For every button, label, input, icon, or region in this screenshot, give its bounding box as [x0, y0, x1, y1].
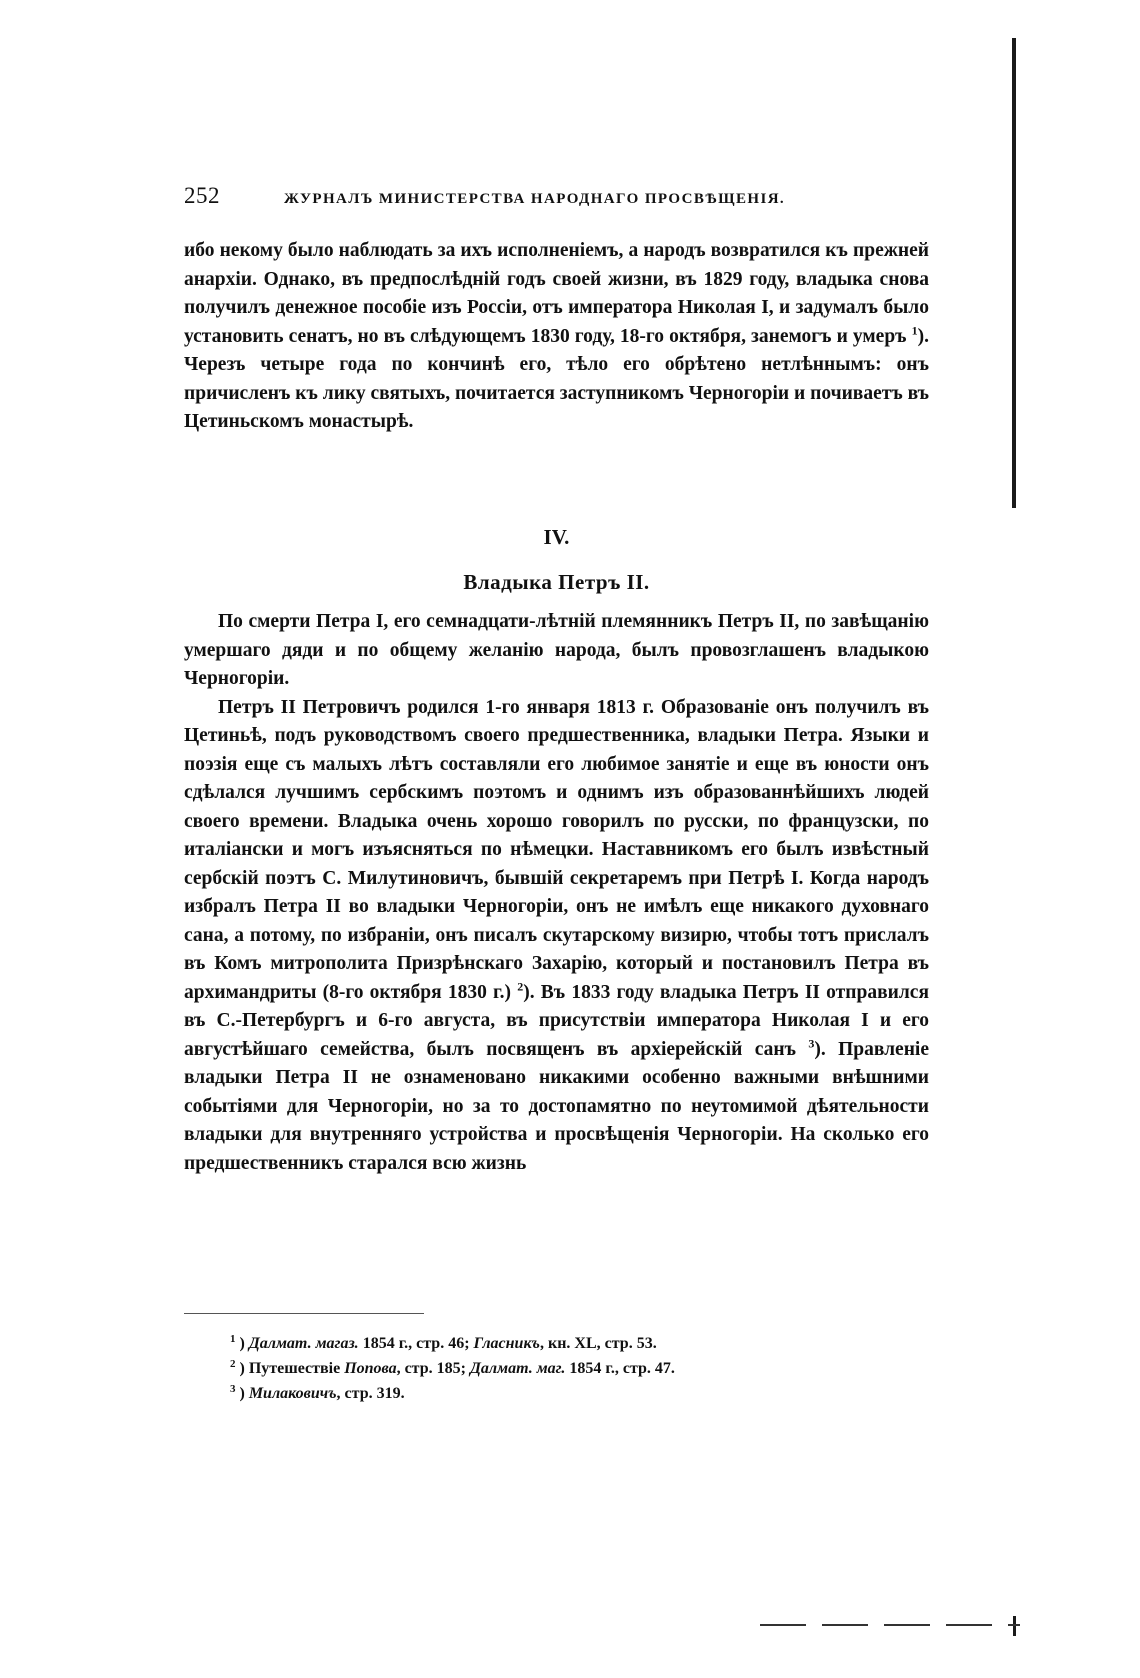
paragraph-2-part-2: ). Въ 1833 году владыка Петръ II отправился въ С.-Петербургъ и 6-го августа, въ присутствіи императора Николая I и его августѣйшаго семейства, былъ посвященъ въ архіерейскій санъ	[184, 981, 929, 1060]
paragraph-2-part-1: Петръ II Петровичъ родился 1-го января 1813 г. Образованіе онъ получилъ въ Цетиньѣ, подъ руководствомъ своего предшественника, владыки Петра. Языки и поэзія еще съ малыхъ лѣтъ составляли его любимое занятіе и еще въ юности онъ сдѣлался лучшимъ сербскимъ поэтомъ и однимъ изъ образованнѣйшихъ людей своего времени. Владыка очень хорошо говорилъ по русски, по французски, по италіански и могъ изъясняться по нѣмецки. Наставникомъ его былъ извѣстный сербскій поэтъ С. Милутиновичъ, бывшій секретаремъ при Петрѣ I. Когда народъ избралъ Петра II во владыки Черногоріи, онъ не имѣлъ еще никакого духовнаго сана, а потому, по избраніи, онъ писалъ скутарскому визирю, чтобы тотъ прислалъ въ Комъ митрополита Призрѣнскаго Захарію, который и постановилъ Петра въ архимандриты (8-го октября 1830 г.)	[184, 696, 929, 1003]
paragraph-2	[184, 694, 929, 1179]
footnote-2-ref-c: 1854 г., стр. 47.	[565, 1360, 675, 1377]
section-body	[184, 608, 929, 1178]
footnote-1-ref-a: 1854 г., стр. 46;	[358, 1335, 474, 1352]
footnote-2: $^2$ ) Путешествіе Попова, стр. 185; Далмат. маг. 1854 г., стр. 47.	[230, 1357, 675, 1377]
footnote-1-source-b: Гласникъ	[473, 1335, 540, 1352]
paragraph-1: По смерти Петра I, его семнадцати-лѣтній племянникъ Петръ II, по завѣщанію умершаго дяди и по общему желанію народа, былъ провозглашенъ владыкою Черногоріи.	[184, 611, 929, 689]
footnote-3-ref-a: , стр. 319.	[336, 1385, 405, 1402]
continuation-text-b: ). Черезъ четыре года по кончинѣ его, тѣло его обрѣтено нетлѣннымъ: онъ причисленъ къ лику святыхъ, почитается заступникомъ Черногоріи и почиваетъ въ Цетиньскомъ монастырѣ.	[184, 325, 929, 432]
footnote-1: $^1$ ) Далмат. магаз. 1854 г., стр. 46; Гласникъ, кн. XL, стр. 53.	[230, 1332, 657, 1352]
footnote-1-source-a: Далмат. магаз.	[248, 1335, 359, 1352]
scan-edge-tick	[1013, 1616, 1016, 1636]
footnote-ref-3: 3	[808, 1036, 815, 1050]
footnote-3-source-a: Милаковичъ	[248, 1385, 337, 1402]
footnote-1-ref-b: , кн. XL, стр. 53.	[539, 1335, 657, 1352]
footnotes	[230, 1331, 930, 1406]
footnote-2-source-c: Далмат. маг.	[469, 1360, 566, 1377]
section-number: IV.	[543, 525, 570, 549]
footnote-2-mark: 2	[230, 1357, 236, 1370]
footnote-ref-1: 1	[911, 323, 918, 337]
page-number: 252	[184, 183, 220, 208]
scan-edge-line	[1012, 38, 1016, 508]
section-title: Владыка Петръ II.	[463, 570, 650, 594]
scan-bottom-dashes	[760, 1624, 1020, 1626]
journal-title: ЖУРНАЛЪ МИНИСТЕРСТВА НАРОДНАГО ПРОСВѢЩЕНІЯ.	[284, 191, 786, 207]
footnote-ref-2: 2	[517, 979, 524, 993]
footnote-2-source-b: Попова	[344, 1360, 397, 1377]
footnote-2-ref-a: Путешествіе	[248, 1360, 345, 1377]
continuation-paragraph	[184, 237, 929, 437]
continuation-text-a: ибо некому было наблюдать за ихъ исполненіемъ, а народъ возвратился къ прежней анархіи. Однако, въ предпослѣдній годъ своей жизни, въ 1829 году, владыка снова получилъ денежное пособіе изъ Россіи, отъ императора Николая I, и задумалъ было установить сенатъ, но въ слѣдующемъ 1830 году, 18-го октября, занемогъ и умеръ	[184, 240, 929, 347]
footnote-3-mark: 3	[230, 1382, 236, 1395]
footnote-rule	[184, 1313, 424, 1314]
footnote-2-ref-b: , стр. 185;	[396, 1360, 470, 1377]
footnote-3: $^3$ ) Милаковичъ, стр. 319.	[230, 1382, 405, 1402]
running-head	[184, 183, 944, 213]
footnote-1-mark: 1	[230, 1332, 236, 1345]
paragraph-2-part-3: ). Правленіе владыки Петра II не ознаменовано никакими особенно важными внѣшними событіями для Черногоріи, но за то достопамятно по неутомимой дѣятельности владыки для внутренняго устройства и просвѣщенія Черногоріи. На сколько его предшественникъ старался всю жизнь	[184, 1038, 930, 1174]
